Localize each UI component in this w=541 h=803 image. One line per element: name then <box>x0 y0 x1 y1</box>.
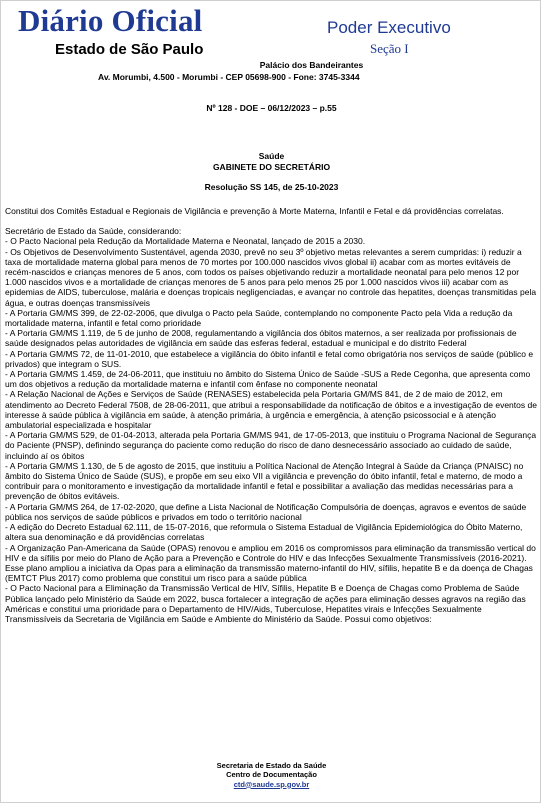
address: Av. Morumbi, 4.500 - Morumbi - CEP 05698-900 - Fone: 3745-3344 <box>98 72 360 82</box>
footer <box>1 761 541 789</box>
consideration-item: - A Portaria GM/MS 529, de 01-04-2013, alterada pela Portaria GM/MS 941, de 17-05-2013, que instituiu o Programa Nacional de Segurança do Paciente (PNSP), definindo segurança do paciente como redução do risco de dano desnecessário associado ao cuidado de saúde, incluindo aí os óbitos <box>5 430 537 461</box>
consideration-item: - Os Objetivos de Desenvolvimento Sustentável, agenda 2030, prevê no seu 3º objetivo metas relevantes a serem cumpridas: i) reduzir a taxa de mortalidade materna global para menos de 70 mortes por 100.000 nascidos vivos global ii) acabar com as mortes evitáveis de recém-nascidos e crianças menores de 5 anos, com todos os países objetivando reduzir a mortalidade neonatal para pelo menos 12 por 1.000 nascidos vivos e a mortalidade de crianças menores de 5 anos para pelo menos 25 por 1.000 nascidos vivos iii) acabar com as epidemias de AIDS, tuberculose, malária e doenças tropicais negligenciadas, e avançar no controle das hepatites, doenças transmitidas pela água, e outras doenças transmissíveis <box>5 246 537 308</box>
department-heading <box>1 151 541 173</box>
summary-paragraph: Constitui dos Comitês Estadual e Regionais de Vigilância e prevenção à Morte Materna, Infantil e Fetal e dá providências correlatas. <box>5 206 504 216</box>
consideration-item: - O Pacto Nacional para a Eliminação da Transmissão Vertical de HIV, Sífilis, Hepatite B e Doença de Chagas como Problema de Saúde Pública lançado pelo Ministério da Saúde em 2022, busca fortalecer a integração de ações para eliminação desses agravos na região das Américas e constitui uma prioridade para o Departamento de HIV/Aids, Tuberculose, Hepatites virais e Infecções Sexualmente Transmissíveis da Secretaria de Vigilância em Saúde e Ambiente do Ministério da Saúde. Possui como objetivos: <box>5 583 526 624</box>
consideration-item: - A Relação Nacional de Ações e Serviços de Saúde (RENASES) estabelecida pela Portaria GM/MS 841, de 2 de maio de 2012, em atendimento ao Decreto Federal 7508, de 28-06-2011, que atribui a responsabilidade da notificação de óbitos e a investigação de eventos de interesse à saúde pública à vigilância em saúde, à atenção primária, à urgência e emergência, à atenção psicossocial e à atenção ambulatorial especializada e hospitalar <box>5 389 537 431</box>
consideration-item: - A Portaria GM/MS 264, de 17-02-2020, que define a Lista Nacional de Notificação Compulsória de doenças, agravos e eventos de saúde pública nos serviços de saúde públicos e privados em todo o território nacional <box>5 501 527 522</box>
footer-line-1: Secretaria de Estado da Saúde <box>216 761 327 770</box>
consideration-item: - A edição do Decreto Estadual 62.111, de 15-07-2016, que reformula o Sistema Estadual de Vigilância Epidemiológica do Óbito Materno, altera sua denominação e dá providências correlatas <box>5 522 523 543</box>
consideration-item: - A Portaria GM/MS 1.119, de 5 de junho de 2008, regulamentando a vigilância dos óbitos maternos, a ser realizada por profissionais de saúde designados pelas autoridades de vigilância em saúde das esferas federal, estadual e municipal e do distrito Federal <box>5 328 517 349</box>
intro-paragraph: Secretário de Estado da Saúde, considerando: <box>5 226 182 237</box>
masthead-title: Diário Oficial <box>18 3 203 38</box>
palace-name: Palácio dos Bandeirantes <box>259 60 364 70</box>
consideration-item: - A Portaria GM/MS 72, de 11-01-2010, que estabelece a vigilância do óbito infantil e fetal como obrigatória nos serviços de saúde (público e privados) que integram o SUS. <box>5 348 534 369</box>
footer-line-2: Centro de Documentação <box>226 770 317 780</box>
consideration-item: - A Portaria GM/MS 1.130, de 5 de agosto de 2015, que instituiu a Política Nacional de Atenção Integral à Saúde da Criança (PNAISC) no âmbito do Sistema Único de Saúde (SUS), e propõe em seu eixo VII a vigilância e prevenção do óbito infantil, fetal e materno, de modo a contribuir para o monitoramento e investigação da mortalidade infantil e fetal e possibilitar a avaliação das medidas necessárias para a prevenção de óbitos evitáveis. <box>5 460 524 502</box>
footer-email-link[interactable]: ctd@saude.sp.gov.br <box>233 779 310 789</box>
section-label: Seção I <box>370 41 409 56</box>
consideration-item: - A Organização Pan-Americana da Saúde (OPAS) renovou e ampliou em 2016 os compromissos para eliminação da transmissão vertical do HIV e da sífilis por meio do Plano de Ação para a Prevenção e Controle do HIV e das Infecções Sexualmente Transmissíveis (2016-2021). Esse plano ampliou a iniciativa da Opas para a eliminação da transmissão materno-infantil do HIV, sífilis, hepatite B e da doença de Chagas (EMTCT Plus 2017) como problema que constitui um risco para a saúde pública <box>5 542 536 584</box>
masthead-subtitle: Estado de São Paulo <box>55 41 204 58</box>
consideration-item: - A Portaria GM/MS 1.459, de 24-06-2011, que instituiu no âmbito do Sistema Único de Saúde -SUS a Rede Cegonha, que apresenta como um dos objetivos a redução da mortalidade materna e infantil com ênfase no componente neonatal <box>5 369 531 390</box>
department-office: GABINETE DO SECRETÁRIO <box>212 162 331 172</box>
consideration-item: - O Pacto Nacional pela Redução da Mortalidade Materna e Neonatal, lançado de 2015 a 2030. <box>5 236 366 247</box>
edition-line: Nº 128 - DOE – 06/12/2023 – p.55 <box>206 103 337 113</box>
document-body <box>5 206 537 624</box>
resolution-title: Resolução SS 145, de 25-10-2023 <box>204 182 339 192</box>
power-label: Poder Executivo <box>327 18 451 37</box>
consideration-item: - A Portaria GM/MS 399, de 22-02-2006, que divulga o Pacto pela Saúde, contemplando no componente Pacto pela Vida a redução da mortalidade materna, infantil e fetal como prioridade <box>5 307 513 329</box>
department-area: Saúde <box>258 151 285 161</box>
